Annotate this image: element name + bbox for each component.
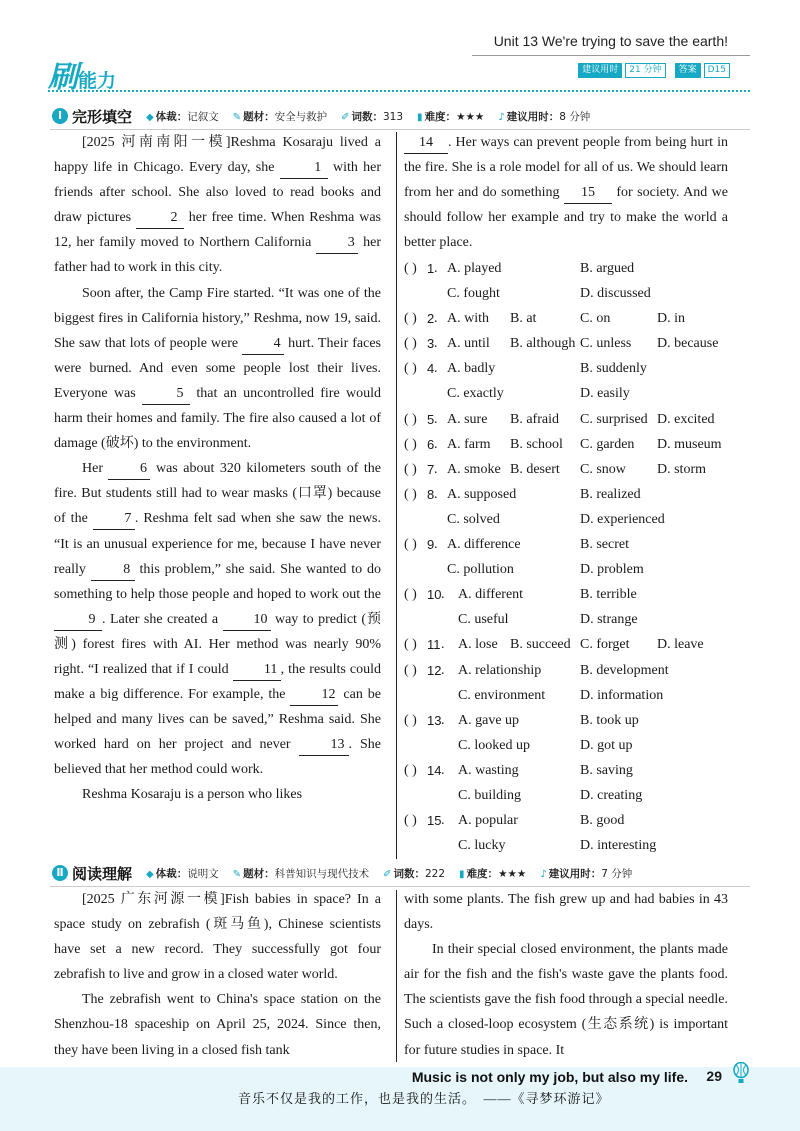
- option-c[interactable]: C. surprised: [580, 411, 648, 427]
- time-meta: ♪ 建议用时：8 分钟: [498, 110, 591, 123]
- question-number-dot: .: [434, 261, 438, 276]
- option-b[interactable]: B. desert: [510, 461, 560, 477]
- option-a[interactable]: A. sure: [447, 411, 488, 427]
- question-number: 6: [427, 436, 435, 452]
- answer-bracket[interactable]: ( ): [404, 486, 417, 502]
- question-number: 9: [427, 537, 435, 553]
- column-divider: [396, 890, 397, 1062]
- footer-quote-en: Music is not only my job, but also my life.: [411, 1069, 688, 1085]
- question-number: 15: [427, 813, 442, 829]
- question-number-dot: .: [434, 537, 438, 553]
- question-number-dot: .: [434, 436, 438, 452]
- option-a[interactable]: A. played: [447, 261, 502, 276]
- option-c[interactable]: C. solved: [447, 511, 500, 527]
- option-c[interactable]: C. exactly: [447, 386, 504, 402]
- option-c[interactable]: C. pollution: [447, 562, 514, 578]
- bar-chart-icon: ▮: [417, 111, 423, 123]
- cloze-passage-left: [54, 130, 381, 808]
- question-item-cont: [404, 281, 734, 306]
- option-d[interactable]: D. problem: [580, 562, 644, 578]
- blank-1[interactable]: 1: [280, 158, 328, 179]
- option-a[interactable]: A. gave up: [458, 712, 520, 728]
- header-dotted-rule: [48, 90, 750, 92]
- blank-2[interactable]: 2: [136, 208, 184, 229]
- bar-chart-icon: ▮: [459, 868, 465, 880]
- question-item: [404, 808, 734, 833]
- unit-title: Unit 13 We're trying to save the earth!: [493, 33, 728, 49]
- topic-meta: ✎ 题材：科普知识与现代技术: [232, 867, 370, 880]
- column-divider: [396, 132, 397, 859]
- question-item: [404, 532, 734, 557]
- page-number: 29: [706, 1068, 722, 1084]
- question-number-dot: .: [434, 411, 438, 427]
- balloon-icon: [732, 1062, 750, 1084]
- question-item: [404, 306, 734, 331]
- section-header-reading: [52, 861, 750, 885]
- paragraph: Soon after, the Camp Fire started. “It was one of the biggest fires in California history,” Reshma, now 19, said. She saw that lots of people were 4 hurt. Their faces were burned. And even some people lost their lives. Everyone was 5 that an uncontrolled fire would harm their homes and family. The fire also caused a lot of damage (破坏) to the environment.: [54, 285, 381, 452]
- logo-main: 刷: [48, 60, 78, 95]
- blank-9[interactable]: 9: [54, 610, 102, 631]
- blank-4[interactable]: 4: [242, 334, 284, 355]
- option-c[interactable]: C. useful: [458, 612, 509, 628]
- answer-bracket[interactable]: ( ): [404, 762, 417, 778]
- section-title: 阅读理解: [72, 864, 133, 883]
- option-b[interactable]: B. although: [510, 336, 576, 352]
- answer-tag: 答案: [675, 63, 701, 78]
- tag-icon: ◆: [146, 111, 154, 123]
- paragraph: [2025 广东河源一模]Fish babies in space? In a space study on zebrafish (斑马鱼), Chinese scientists have set a new record. They successfully got four zebrafish to live and grow in a closed water world.: [54, 892, 381, 983]
- option-c[interactable]: C. environment: [458, 687, 546, 703]
- option-b[interactable]: B. at: [510, 311, 537, 327]
- answer-bracket[interactable]: ( ): [404, 311, 417, 327]
- question-item-cont: [404, 733, 734, 758]
- section-number: Ⅱ: [52, 865, 68, 881]
- question-number-dot: .: [441, 587, 445, 603]
- answer-bracket[interactable]: ( ): [404, 411, 417, 427]
- option-d[interactable]: D. storm: [657, 461, 706, 477]
- pencil-icon: ✐: [341, 111, 350, 123]
- answer-bracket[interactable]: ( ): [404, 461, 417, 477]
- genre-meta: ◆ 体裁：记叙文: [146, 110, 219, 123]
- option-d[interactable]: D. discussed: [580, 286, 651, 302]
- question-item-cont: [404, 607, 734, 632]
- question-number: 12: [427, 662, 442, 678]
- paragraph-continued: 14 . Her ways can prevent people from being hurt in the fire. She is a role model for all of us. We should learn from her and do something 15 for society. And we should follow her example and try to make the world a better place.: [404, 135, 729, 251]
- words-meta: ✐ 词数：222: [383, 867, 446, 880]
- question-number: 3: [427, 336, 435, 352]
- option-b[interactable]: B. suddenly: [580, 361, 647, 377]
- bell-icon: ♪: [498, 111, 505, 123]
- question-item: [404, 432, 734, 457]
- question-item-cont: [404, 507, 734, 532]
- blank-8[interactable]: 8: [91, 560, 135, 581]
- question-item: [404, 708, 734, 733]
- option-b[interactable]: B. afraid: [510, 411, 559, 427]
- option-a[interactable]: A. badly: [447, 361, 496, 377]
- suggested-time-tag: 建议用时: [578, 63, 622, 78]
- blank-3[interactable]: 3: [316, 233, 358, 254]
- option-c[interactable]: C. forget: [580, 637, 630, 653]
- answer-bracket[interactable]: ( ): [404, 637, 417, 653]
- option-b[interactable]: B. realized: [580, 486, 641, 502]
- question-item: [404, 407, 734, 432]
- option-a[interactable]: A. lose: [458, 637, 498, 653]
- question-number-dot: .: [441, 813, 445, 829]
- reading-passage-left: [54, 887, 381, 1063]
- blank-6[interactable]: 6: [108, 459, 150, 480]
- option-d[interactable]: D. museum: [657, 436, 722, 452]
- question-item: [404, 632, 734, 657]
- option-b[interactable]: B. good: [580, 813, 625, 829]
- question-number: 2: [427, 311, 435, 327]
- option-a[interactable]: A. difference: [447, 537, 521, 553]
- option-b[interactable]: B. took up: [580, 712, 639, 728]
- option-d[interactable]: D. excited: [657, 411, 715, 427]
- paragraph: [2025 河南南阳一模]Reshma Kosaraju lived a happy life in Chicago. Every day, she 1 with her friends after school. She also loved to read books and draw pictures 2 her free time. When Reshma was 12, her family moved to Northern California 3 her father had to work in this city.: [54, 135, 382, 276]
- option-d[interactable]: D. because: [657, 336, 719, 352]
- topic-meta: ✎ 题材：安全与救护: [232, 110, 328, 123]
- question-number: 7: [427, 461, 435, 477]
- option-c[interactable]: C. lucky: [458, 838, 506, 854]
- option-c[interactable]: C. garden: [580, 436, 635, 452]
- option-c[interactable]: C. on: [580, 311, 611, 327]
- suggested-time-value: 21 分钟: [625, 63, 665, 78]
- option-a[interactable]: A. popular: [458, 813, 518, 829]
- section-number: Ⅰ: [52, 108, 68, 124]
- question-number-dot: .: [434, 361, 438, 377]
- question-item: [404, 482, 734, 507]
- answer-bracket[interactable]: ( ): [404, 813, 417, 829]
- question-number-dot: .: [441, 712, 445, 728]
- answer-bracket[interactable]: ( ): [404, 587, 417, 603]
- question-number-dot: .: [441, 637, 445, 653]
- option-a[interactable]: A. farm: [447, 436, 491, 452]
- option-b[interactable]: B. saving: [580, 762, 633, 778]
- question-item-cont: [404, 833, 734, 858]
- blank-13[interactable]: 13: [299, 735, 349, 756]
- question-number: 4: [427, 361, 435, 377]
- cloze-questions: [404, 256, 734, 858]
- question-number: 1: [427, 261, 435, 276]
- answer-bracket[interactable]: ( ): [404, 261, 417, 276]
- option-c[interactable]: C. snow: [580, 461, 626, 477]
- blank-11[interactable]: 11: [233, 660, 281, 681]
- paragraph: Reshma Kosaraju is a person who likes: [82, 787, 303, 803]
- question-number-dot: .: [434, 486, 438, 502]
- question-item: [404, 758, 734, 783]
- difficulty-meta: ▮ 难度：★★★: [417, 110, 485, 123]
- question-number-dot: .: [434, 336, 438, 352]
- question-item: [404, 582, 734, 607]
- option-a[interactable]: A. supposed: [447, 486, 517, 502]
- question-number: 14: [427, 762, 442, 778]
- blank-12[interactable]: 12: [290, 685, 338, 706]
- option-b[interactable]: B. argued: [580, 261, 635, 276]
- answer-bracket[interactable]: ( ): [404, 712, 417, 728]
- option-b[interactable]: B. terrible: [580, 587, 637, 603]
- option-a[interactable]: A. smoke: [447, 461, 501, 477]
- question-number: 8: [427, 486, 435, 502]
- blank-5[interactable]: 5: [142, 384, 190, 405]
- blank-10[interactable]: 10: [223, 610, 271, 631]
- blank-7[interactable]: 7: [93, 509, 135, 530]
- bell-icon: ♪: [540, 868, 547, 880]
- paragraph: Her 6 was about 320 kilometers south of the fire. But students still had to wear masks (口罩) because of the 7 . Reshma felt sad when she saw the news. “It is an unusual experience for me, because I have never really 8 this problem,” she said. She wanted to do something to help those people and hoped to work out the 9 . Later she created a 10 way to predict (预测) forest fires with AI. Her method was nearly 90% right. “I realized that if I could 11 , the results could make a big difference. For example, the 12 can be helped and many lives can be saved,” Reshma said. She worked hard on her project and never 13 . She believed that her method could work.: [54, 461, 382, 778]
- option-d[interactable]: D. experienced: [580, 511, 665, 527]
- footer-quote-cn: 音乐不仅是我的工作，也是我的生活。 ——《寻梦环游记》: [238, 1091, 610, 1106]
- question-item: [404, 256, 734, 281]
- option-a[interactable]: A. with: [447, 311, 489, 327]
- header-tags: [578, 63, 730, 78]
- pen-icon: ✎: [232, 111, 242, 123]
- question-number: 10: [427, 587, 442, 603]
- question-item: [404, 331, 734, 356]
- difficulty-meta: ▮ 难度：★★★: [459, 867, 527, 880]
- option-d[interactable]: D. in: [657, 311, 685, 327]
- time-meta: ♪ 建议用时：7 分钟: [540, 867, 633, 880]
- option-b[interactable]: B. secret: [580, 537, 629, 553]
- option-d[interactable]: D. strange: [580, 612, 638, 628]
- question-number-dot: .: [434, 311, 438, 327]
- option-d[interactable]: D. got up: [580, 737, 633, 753]
- logo-sub: 能力: [78, 70, 117, 92]
- genre-meta: ◆ 体裁：说明文: [146, 867, 219, 880]
- paragraph: In their special closed environment, the plants made air for the fish and the fish's waste gave the plants food. The scientists gave the fish food through a special needle. Such a closed-loop ecosystem (生态系统) is important for future studies in space. It: [404, 942, 728, 1058]
- option-b[interactable]: B. development: [580, 662, 669, 678]
- question-number-dot: .: [434, 461, 438, 477]
- question-number-dot: .: [441, 762, 445, 778]
- answer-bracket[interactable]: ( ): [404, 361, 417, 377]
- section-title: 完形填空: [72, 107, 133, 126]
- option-c[interactable]: C. fought: [447, 286, 500, 302]
- header-rule: [472, 55, 750, 56]
- blank-14[interactable]: 14: [404, 133, 448, 154]
- blank-15[interactable]: 15: [564, 183, 612, 204]
- option-a[interactable]: A. wasting: [458, 762, 519, 778]
- option-d[interactable]: D. information: [580, 687, 664, 703]
- answer-bracket[interactable]: ( ): [404, 662, 417, 678]
- question-number: 13: [427, 712, 442, 728]
- question-number: 11: [427, 637, 441, 653]
- answer-page-tag: D15: [704, 63, 730, 78]
- answer-bracket[interactable]: ( ): [404, 537, 417, 553]
- tag-icon: ◆: [146, 868, 154, 880]
- paragraph-continued: with some plants. The fish grew up and had babies in 43 days.: [404, 892, 728, 933]
- cloze-passage-right: [404, 130, 728, 255]
- reading-passage-right: [404, 887, 728, 1063]
- question-number: 5: [427, 411, 435, 427]
- question-item-cont: [404, 381, 734, 406]
- question-item: [404, 356, 734, 381]
- answer-bracket[interactable]: ( ): [404, 436, 417, 452]
- option-a[interactable]: A. relationship: [458, 662, 542, 678]
- option-d[interactable]: D. leave: [657, 637, 704, 653]
- question-item-cont: [404, 683, 734, 708]
- words-meta: ✐ 词数：313: [341, 110, 404, 123]
- option-c[interactable]: C. unless: [580, 336, 632, 352]
- pencil-icon: ✐: [383, 868, 392, 880]
- question-item-cont: [404, 783, 734, 808]
- option-d[interactable]: D. interesting: [580, 838, 657, 854]
- option-b[interactable]: B. succeed: [510, 637, 571, 653]
- option-c[interactable]: C. building: [458, 787, 522, 803]
- pen-icon: ✎: [232, 868, 242, 880]
- option-a[interactable]: A. different: [458, 587, 524, 603]
- option-b[interactable]: B. school: [510, 436, 563, 452]
- section-header-cloze: [52, 104, 750, 128]
- question-item-cont: [404, 557, 734, 582]
- question-number-dot: .: [441, 662, 445, 678]
- question-item: [404, 658, 734, 683]
- option-a[interactable]: A. until: [447, 336, 490, 352]
- question-item: [404, 457, 734, 482]
- option-d[interactable]: D. easily: [580, 386, 630, 402]
- option-c[interactable]: C. looked up: [458, 737, 530, 753]
- option-d[interactable]: D. creating: [580, 787, 643, 803]
- paragraph: The zebrafish went to China's space station on the Shenzhou-18 spaceship on April 25, 2024. Since then, they have been living in a closed fish tank: [54, 992, 381, 1058]
- answer-bracket[interactable]: ( ): [404, 336, 417, 352]
